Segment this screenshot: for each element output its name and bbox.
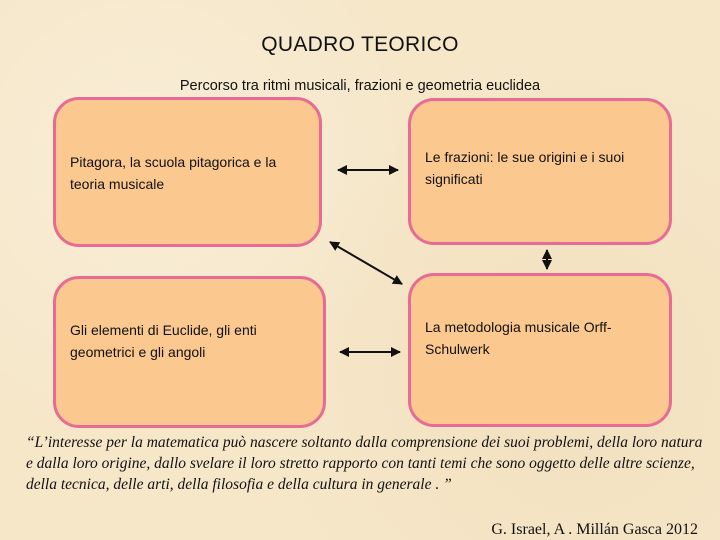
box-euclid xyxy=(53,276,326,428)
box-orff-text: La metodologia musicale Orff-Schulwerk xyxy=(425,319,612,357)
box-fractions xyxy=(408,98,672,245)
box-pythagoras-text: Pitagora, la scuola pitagorica e la teoria musicale xyxy=(70,154,277,192)
connector-diagonal xyxy=(330,242,402,284)
box-fractions-text: Le frazioni: le sue origini e i suoi significati xyxy=(425,149,625,187)
page-title: QUADRO TEORICO xyxy=(261,33,459,56)
box-orff xyxy=(408,273,672,427)
page-subtitle: Percorso tra ritmi musicali, frazioni e geometria euclidea xyxy=(179,78,541,94)
box-pythagoras xyxy=(53,97,322,247)
quote-text: “L’interesse per la matematica può nascere soltanto dalla comprensione dei suoi problemi, della loro natura e dalla loro origine, dallo svelare il loro stretto rapporto con tanti temi che sono oggetto delle altre scienze, della tecnica, delle arti, della filosofia e della cultura in generale . ” xyxy=(26,434,703,493)
box-euclid-text: Gli elementi di Euclide, gli enti geometrici e gli angoli xyxy=(70,322,257,360)
quote-citation: G. Israel, A . Millán Gasca 2012 xyxy=(491,521,698,538)
